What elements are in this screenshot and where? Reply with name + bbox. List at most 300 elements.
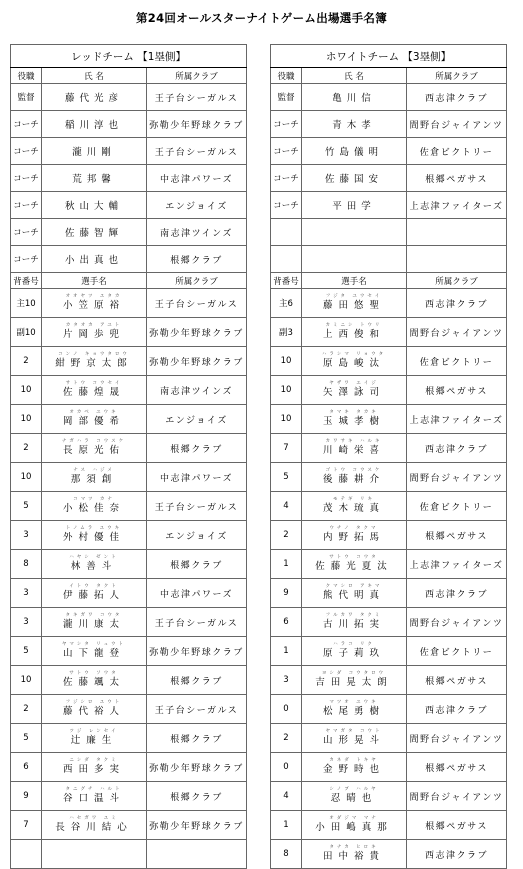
staff-row [11,84,247,111]
player-club: 西志津クラブ [407,695,507,724]
staff-row [11,138,247,165]
player-header: 選手名 [42,273,147,289]
player-row [11,376,247,405]
player-name-cell [302,521,407,550]
player-number: 5 [11,492,42,521]
player-name-cell [42,666,147,695]
staff-club: 根郷ペガサス [407,165,507,192]
player-name-cell [302,840,407,869]
staff-club: エンジョイズ [147,192,247,219]
player-name-cell [42,521,147,550]
staff-row [271,192,507,219]
player-number: 6 [271,608,302,637]
player-name: 茂木琉真 [322,503,385,515]
player-club: 南志津ツインズ [147,376,247,405]
player-row [11,347,247,376]
club-header: 所属クラブ [407,273,507,289]
player-number: 6 [11,753,42,782]
player-ruby: クマシロ アキマ [325,584,383,590]
player-row [271,376,507,405]
player-number: 2 [11,695,42,724]
player-name-cell [302,782,407,811]
player-club: 間野台ジャイアンツ [407,724,507,753]
player-header-row [11,273,247,289]
staff-row [271,165,507,192]
player-row [271,666,507,695]
staff-role: 監督 [271,84,302,111]
player-name-cell [42,608,147,637]
staff-role: コーチ [11,138,42,165]
player-ruby: ハラシマ リョウタ [321,352,387,358]
player-ruby: ヤマシタ リュウト [61,642,127,648]
player-row [271,782,507,811]
player-row [11,608,247,637]
staff-club: 南志津ツインズ [147,219,247,246]
staff-row [11,246,247,273]
player-number: 3 [11,608,42,637]
player-number: 主6 [271,289,302,318]
player-ruby: サトウ ソウタ [69,671,119,677]
player-name-cell [42,724,147,753]
player-ruby: コマツ カナ [73,497,115,503]
staff-club: 佐倉ビクトリー [407,138,507,165]
player-name-cell [302,376,407,405]
player-number: 8 [11,550,42,579]
red-team-roster [10,44,247,869]
player-ruby: カネダ トキヤ [329,758,379,764]
team-name: レッドチーム 【1塁側】 [11,45,247,68]
staff-row [271,84,507,111]
player-name: 忍晴也 [330,793,378,805]
staff-name: 小出真也 [42,246,147,273]
team-name: ホワイトチーム 【3塁側】 [271,45,507,68]
staff-role: 監督 [11,84,42,111]
player-name-cell [42,318,147,347]
player-row [11,811,247,840]
name-header: 氏 名 [42,68,147,84]
team-header-row [271,45,507,68]
player-number: 3 [271,666,302,695]
staff-name: 藤代光彦 [42,84,147,111]
player-ruby: カミニシ トウリ [325,323,383,329]
player-club: 王子台シーガルス [147,608,247,637]
player-ruby: ヤマガタ コウト [325,729,383,735]
staff-club: 王子台シーガルス [147,84,247,111]
player-row [271,695,507,724]
player-ruby: ニシダ タクミ [69,758,119,764]
player-name: 後藤耕介 [322,474,385,486]
staff-role: コーチ [271,111,302,138]
player-club: 西志津クラブ [407,579,507,608]
player-name: 原子莉玖 [322,648,385,660]
player-name: 上西俊和 [322,329,385,341]
player-club: エンジョイズ [147,521,247,550]
staff-club [407,219,507,246]
player-ruby: ウチノ タクマ [329,526,379,532]
staff-role: コーチ [11,246,42,273]
staff-row [271,246,507,273]
player-name: 内野拓馬 [322,532,385,544]
page-title: 第24回オールスターナイトゲーム出場選手名簿 [136,11,387,25]
staff-name: 竹島儀明 [302,138,407,165]
player-number: 5 [11,724,42,753]
player-club: 根郷クラブ [147,666,247,695]
player-row [271,405,507,434]
player-name-cell [42,753,147,782]
club-header: 所属クラブ [147,273,247,289]
player-row [271,434,507,463]
player-name: 谷口温斗 [62,793,125,805]
staff-name: 亀川信 [302,84,407,111]
staff-club: 上志津ファイターズ [407,192,507,219]
staff-name: 瀧川剛 [42,138,147,165]
player-number: 0 [271,695,302,724]
player-name-cell [42,289,147,318]
staff-role: コーチ [271,165,302,192]
player-name: 熊代明真 [322,590,385,602]
staff-club: 根郷クラブ [147,246,247,273]
player-club: 中志津パワーズ [147,463,247,492]
player-row [11,405,247,434]
player-ruby: フジタ ユウセイ [325,294,383,300]
staff-role: コーチ [271,192,302,219]
player-name-cell [42,492,147,521]
player-name-cell [42,579,147,608]
player-name: 小田嶋真那 [315,822,393,834]
staff-name: 稲川淳也 [42,111,147,138]
player-ruby: オカベ ユウキ [69,410,119,416]
player-name: 小松佳奈 [62,503,125,515]
player-ruby: フジシロ ユウト [65,700,123,706]
player-club: 間野台ジャイアンツ [407,463,507,492]
player-row [11,695,247,724]
player-name: 玉城孝樹 [322,416,385,428]
player-name-cell [302,811,407,840]
player-ruby: ナガハラ コウスケ [61,439,127,445]
staff-club [407,246,507,273]
player-row [11,637,247,666]
player-name-cell [302,753,407,782]
player-ruby: ナス ハジメ [73,468,115,474]
player-name-cell [302,434,407,463]
player-name-cell [302,637,407,666]
player-number: 2 [11,347,42,376]
player-club: 佐倉ビクトリー [407,492,507,521]
player-name-cell [302,724,407,753]
player-club: 根郷クラブ [147,782,247,811]
player-ruby: ツジ レンセイ [69,729,119,735]
player-name-cell [302,289,407,318]
player-ruby: サトウ コウタ [329,555,379,561]
player-name-cell [302,579,407,608]
player-ruby: トノムラ ユウキ [65,526,123,532]
player-name: 吉田晃太朗 [315,677,393,689]
player-row [11,289,247,318]
player-club: 根郷ペガサス [407,376,507,405]
player-header-row [271,273,507,289]
staff-club: 王子台シーガルス [147,138,247,165]
player-ruby: ヤザワ エイジ [329,381,379,387]
staff-row [271,138,507,165]
staff-role: コーチ [271,138,302,165]
player-ruby: コンノ キョウタロウ [58,352,130,358]
player-row [11,492,247,521]
player-name: 伊藤拓人 [62,590,125,602]
staff-role [271,219,302,246]
staff-row [271,111,507,138]
player-number: 10 [11,405,42,434]
player-row [271,318,507,347]
staff-row [11,165,247,192]
player-club: 弥勒少年野球クラブ [147,637,247,666]
player-number: 1 [271,637,302,666]
player-club: 西志津クラブ [407,840,507,869]
player-club: エンジョイズ [147,405,247,434]
player-name: 藤代裕人 [62,706,125,718]
player-number: 3 [11,521,42,550]
player-club: 根郷ペガサス [407,666,507,695]
player-ruby: オオヤツ ユタカ [65,294,123,300]
player-name: 佐藤颯太 [62,677,125,689]
player-ruby: シノブ ハルヤ [329,787,379,793]
player-name-cell [302,492,407,521]
staff-name: 平田学 [302,192,407,219]
player-name: 山形晃斗 [322,735,385,747]
player-club: 上志津ファイターズ [407,405,507,434]
player-name-cell [42,840,147,869]
player-club: 間野台ジャイアンツ [407,782,507,811]
player-row [11,840,247,869]
player-number: 10 [11,376,42,405]
player-header: 選手名 [302,273,407,289]
player-name: 岡部優希 [62,416,125,428]
player-club: 弥勒少年野球クラブ [147,318,247,347]
player-name: 矢澤詠司 [322,387,385,399]
player-ruby: カワサキ ハルキ [325,439,383,445]
staff-role: コーチ [11,219,42,246]
player-name-cell [302,550,407,579]
player-name: 長原光佑 [62,445,125,457]
player-row [11,463,247,492]
player-number: 2 [271,724,302,753]
player-ruby: タキガワ コウタ [65,613,123,619]
player-ruby: オダジマ マナ [329,816,379,822]
player-number: 主10 [11,289,42,318]
player-name: 原島峻汰 [322,358,385,370]
player-number: 7 [271,434,302,463]
player-name: 山下龍登 [62,648,125,660]
player-row [11,753,247,782]
player-name: 西田多実 [62,764,125,776]
white-team-roster [270,44,507,869]
player-ruby: マツオ ユウキ [329,700,379,706]
player-row [271,637,507,666]
player-row [271,463,507,492]
player-club: 根郷クラブ [147,434,247,463]
number-header: 背番号 [11,273,42,289]
player-number: 3 [11,579,42,608]
player-number: 0 [271,753,302,782]
staff-name [302,246,407,273]
player-name-cell [42,463,147,492]
player-ruby: タナカ ヒロキ [329,845,379,851]
player-row [271,753,507,782]
role-header: 役職 [271,68,302,84]
player-row [271,579,507,608]
player-name-cell [42,347,147,376]
player-number: 9 [11,782,42,811]
player-club: 根郷ペガサス [407,521,507,550]
player-name-cell [42,376,147,405]
staff-club: 西志津クラブ [407,84,507,111]
player-club: 中志津パワーズ [147,579,247,608]
player-name: 松尾勇樹 [322,706,385,718]
player-club: 西志津クラブ [407,434,507,463]
player-club: 間野台ジャイアンツ [407,318,507,347]
player-name: 藤田悠聖 [322,300,385,312]
player-ruby: フルカワ タクミ [325,613,383,619]
player-number: 4 [271,492,302,521]
player-club: 王子台シーガルス [147,695,247,724]
staff-name: 佐藤国安 [302,165,407,192]
player-row [11,579,247,608]
player-ruby: ゴトウ コウスケ [325,468,383,474]
player-number: 1 [271,811,302,840]
staff-row [271,219,507,246]
player-number: 7 [11,811,42,840]
player-name-cell [302,695,407,724]
player-number: 9 [271,579,302,608]
player-name: 那須創 [70,474,118,486]
player-club: 根郷ペガサス [407,753,507,782]
player-name: 古川拓実 [322,619,385,631]
player-number: 2 [11,434,42,463]
staff-club: 中志津パワーズ [147,165,247,192]
player-name: 佐藤煌晟 [62,387,125,399]
player-row [271,608,507,637]
player-number: 2 [271,521,302,550]
staff-club: 弥勒少年野球クラブ [147,111,247,138]
player-ruby: モテギ リキ [333,497,375,503]
player-club: 弥勒少年野球クラブ [147,753,247,782]
player-row [11,434,247,463]
player-name: 外村優佳 [62,532,125,544]
player-row [271,521,507,550]
player-row [11,521,247,550]
player-name-cell [42,811,147,840]
player-club: 弥勒少年野球クラブ [147,347,247,376]
player-name-cell [42,695,147,724]
staff-name: 青木孝 [302,111,407,138]
player-name-cell [42,405,147,434]
player-number: 8 [271,840,302,869]
staff-role: コーチ [11,192,42,219]
player-number: 4 [271,782,302,811]
player-club: 佐倉ビクトリー [407,347,507,376]
player-row [11,666,247,695]
player-name-cell [42,434,147,463]
player-ruby: タマキ タカキ [329,410,379,416]
player-name: 佐藤光夏汰 [315,561,393,573]
player-ruby: サトウ コウセイ [65,381,123,387]
player-number [11,840,42,869]
player-club [147,840,247,869]
player-row [271,347,507,376]
player-number: 10 [11,463,42,492]
player-number: 5 [271,463,302,492]
staff-club: 間野台ジャイアンツ [407,111,507,138]
player-number: 5 [11,637,42,666]
player-row [11,724,247,753]
player-number: 副3 [271,318,302,347]
staff-name [302,219,407,246]
player-club: 西志津クラブ [407,289,507,318]
player-name-cell [302,405,407,434]
player-name: 川崎栄喜 [322,445,385,457]
team-header-row [11,45,247,68]
player-row [271,840,507,869]
player-club: 王子台シーガルス [147,289,247,318]
staff-name: 秋山大輔 [42,192,147,219]
player-row [11,782,247,811]
club-header: 所属クラブ [147,68,247,84]
player-name: 辻廉生 [70,735,118,747]
player-club: 間野台ジャイアンツ [407,608,507,637]
staff-name: 佐藤智輝 [42,219,147,246]
club-header: 所属クラブ [407,68,507,84]
player-name: 紺野京太郎 [55,358,133,370]
player-number: 副10 [11,318,42,347]
name-header: 氏 名 [302,68,407,84]
player-row [271,550,507,579]
staff-name: 荒邦馨 [42,165,147,192]
player-name-cell [42,550,147,579]
staff-role: コーチ [11,111,42,138]
player-club: 根郷クラブ [147,724,247,753]
player-row [11,318,247,347]
player-club: 佐倉ビクトリー [407,637,507,666]
staff-role [271,246,302,273]
number-header: 背番号 [271,273,302,289]
player-club: 王子台シーガルス [147,492,247,521]
player-name-cell [302,463,407,492]
player-row [11,550,247,579]
staff-row [11,111,247,138]
staff-role: コーチ [11,165,42,192]
player-name: 長谷川結心 [55,822,133,834]
player-name: 金野時也 [322,764,385,776]
player-name: 田中裕貴 [322,851,385,863]
player-ruby: ヨシダ コウタロウ [321,671,387,677]
player-name-cell [302,318,407,347]
player-name: 片岡歩兜 [62,329,125,341]
player-name-cell [302,347,407,376]
staff-header-row [271,68,507,84]
staff-row [11,219,247,246]
player-name: 小笠原裕 [62,300,125,312]
player-name-cell [302,666,407,695]
player-club: 根郷ペガサス [407,811,507,840]
player-club: 弥勒少年野球クラブ [147,811,247,840]
player-number: 10 [271,376,302,405]
player-number: 10 [11,666,42,695]
player-row [271,289,507,318]
player-name-cell [302,608,407,637]
player-ruby: タニグチ ハルト [65,787,123,793]
staff-row [11,192,247,219]
player-ruby: ハセガワ ユミ [69,816,119,822]
player-name: 林善斗 [70,561,118,573]
